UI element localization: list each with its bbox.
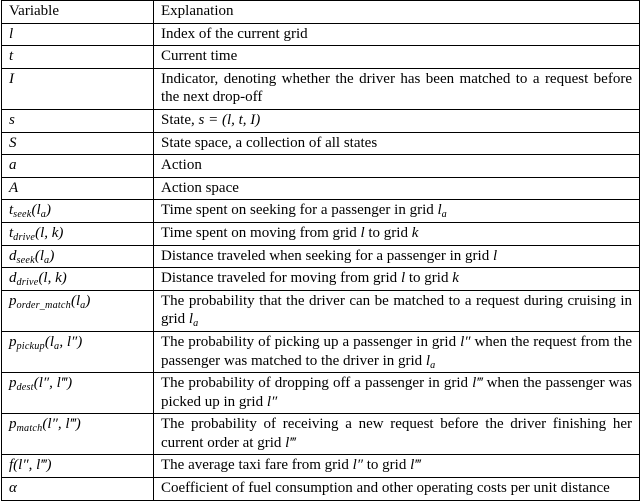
variable-cell: $p_{match}(l''$, l‴) bbox=[2, 414, 154, 455]
explanation-cell: Action bbox=[154, 155, 640, 178]
variable-cell: A bbox=[2, 177, 154, 200]
variable-cell: α bbox=[2, 478, 154, 501]
table-body bbox=[2, 23, 640, 500]
variable-cell: $p_{dest}(l''$, l‴) bbox=[2, 373, 154, 414]
variable-cell: f(l″, l‴) bbox=[2, 455, 154, 478]
table-row bbox=[2, 200, 640, 223]
variable-cell: S bbox=[2, 132, 154, 155]
explanation-cell: Indicator, denoting whether the driver has been matched to a request before the next drop-off bbox=[154, 68, 640, 109]
explanation-cell: The probability that the driver can be matched to a request during cruising in grid $l_a$ bbox=[154, 290, 640, 331]
explanation-cell: The probability of picking up a passenger in grid l″ when the request from the passenger was matched to the driver in grid $l_a$ bbox=[154, 331, 640, 372]
table-row bbox=[2, 46, 640, 69]
variable-cell: t bbox=[2, 46, 154, 69]
table-row bbox=[2, 455, 640, 478]
variable-cell: $t_{seek}(l_a)$ bbox=[2, 200, 154, 223]
table-row bbox=[2, 68, 640, 109]
table-row bbox=[2, 414, 640, 455]
table-row bbox=[2, 331, 640, 372]
variable-cell: a bbox=[2, 155, 154, 178]
variable-cell: I bbox=[2, 68, 154, 109]
explanation-cell: Distance traveled when seeking for a passenger in grid l bbox=[154, 245, 640, 268]
explanation-cell: The probability of dropping off a passenger in grid l‴ when the passenger was picked up in grid l″ bbox=[154, 373, 640, 414]
table-row bbox=[2, 268, 640, 291]
variable-cell: $p_{pickup}(l_a$, l″) bbox=[2, 331, 154, 372]
table-row bbox=[2, 290, 640, 331]
explanation-cell: The average taxi fare from grid l″ to grid l‴ bbox=[154, 455, 640, 478]
explanation-cell: Index of the current grid bbox=[154, 23, 640, 46]
variable-cell: $d_{seek}(l_a)$ bbox=[2, 245, 154, 268]
table-row bbox=[2, 155, 640, 178]
explanation-cell: The probability of receiving a new request before the driver finishing her current order at grid l‴ bbox=[154, 414, 640, 455]
table-row bbox=[2, 177, 640, 200]
table-row bbox=[2, 109, 640, 132]
variable-cell: $p_{order\_match}(l_a)$ bbox=[2, 290, 154, 331]
explanation-cell: Coefficient of fuel consumption and other operating costs per unit distance bbox=[154, 478, 640, 501]
explanation-cell: Action space bbox=[154, 177, 640, 200]
explanation-cell: Time spent on moving from grid l to grid k bbox=[154, 222, 640, 245]
explanation-cell: State space, a collection of all states bbox=[154, 132, 640, 155]
explanation-cell: Current time bbox=[154, 46, 640, 69]
header-variable: Variable bbox=[2, 1, 154, 24]
table-row bbox=[2, 222, 640, 245]
table-row bbox=[2, 478, 640, 501]
header-row bbox=[2, 1, 640, 24]
variable-cell: $t_{drive}(l$, k) bbox=[2, 222, 154, 245]
explanation-cell: State, s = (l, t, I) bbox=[154, 109, 640, 132]
table-row bbox=[2, 373, 640, 414]
table-row bbox=[2, 245, 640, 268]
table-row bbox=[2, 23, 640, 46]
explanation-cell: Time spent on seeking for a passenger in grid $l_a$ bbox=[154, 200, 640, 223]
header-explanation: Explanation bbox=[154, 1, 640, 24]
variable-cell: s bbox=[2, 109, 154, 132]
variable-cell: $d_{drive}(l$, k) bbox=[2, 268, 154, 291]
explanation-cell: Distance traveled for moving from grid l to grid k bbox=[154, 268, 640, 291]
variable-cell: l bbox=[2, 23, 154, 46]
variables-table bbox=[1, 0, 640, 501]
table-row bbox=[2, 132, 640, 155]
